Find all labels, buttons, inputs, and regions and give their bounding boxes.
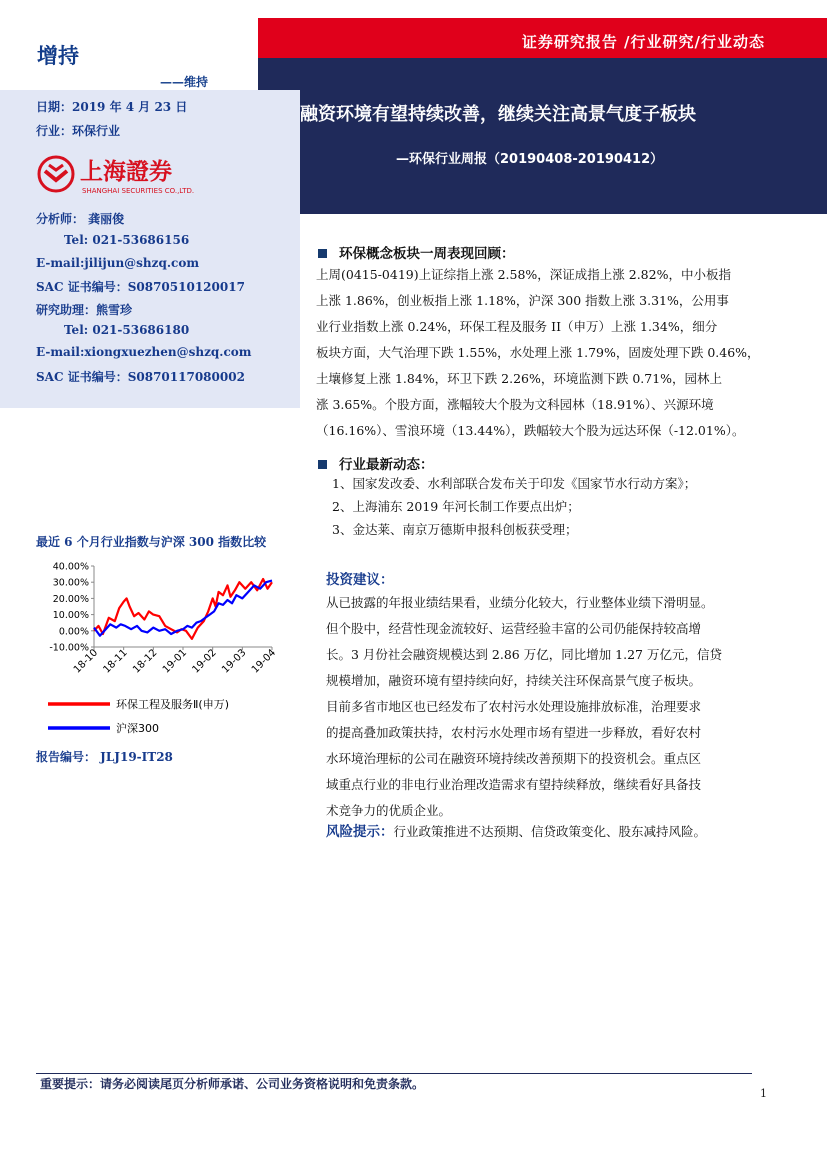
footer-divider bbox=[36, 1073, 752, 1074]
y-tick-label: -10.00% bbox=[49, 642, 89, 654]
x-tick-label: 19-02 bbox=[190, 647, 219, 676]
assistant-email: E-mail:xiongxuezhen@shzq.com bbox=[36, 345, 252, 359]
chart-title: 最近 6 个月行业指数与沪深 300 指数比较 bbox=[36, 535, 267, 549]
rating-label: 增持 bbox=[37, 44, 79, 68]
legend-label: 沪深300 bbox=[116, 722, 159, 735]
x-tick-label: 18-11 bbox=[101, 647, 130, 676]
invest-heading: 投资建议： bbox=[326, 572, 394, 588]
review-line: 业行业指数上涨 0.24%，环保工程及服务 II（申万）上涨 1.34%，细分 bbox=[316, 319, 718, 334]
invest-line: 但个股中，经营性现金流较好、运营经验丰富的公司仍能保持较高增 bbox=[326, 621, 702, 636]
risk-note bbox=[326, 820, 706, 840]
news-item: 3、金达莱、南京万德斯申报科创板获受理； bbox=[332, 522, 578, 537]
invest-line: 术竞争力的优质企业。 bbox=[326, 803, 452, 818]
x-tick-label: 18-10 bbox=[71, 647, 101, 676]
assistant-name: 研究助理：熊雪珍 bbox=[36, 303, 133, 317]
y-tick-label: 20.00% bbox=[52, 593, 89, 605]
report-number: 报告编号： JLJ19-IT28 bbox=[36, 750, 173, 764]
page-number: 1 bbox=[760, 1087, 767, 1100]
y-tick-label: 10.00% bbox=[52, 610, 89, 622]
shanghai-securities-logo bbox=[36, 150, 226, 198]
report-date: 日期：2019 年 4 月 23 日 bbox=[36, 100, 188, 114]
invest-line: 长。3 月份社会融资规模达到 2.86 万亿，同比增加 1.27 万亿元，信贷 bbox=[326, 647, 722, 662]
x-tick-label: 19-01 bbox=[160, 647, 190, 676]
report-subtitle: —环保行业周报（20190408-20190412） bbox=[396, 152, 664, 167]
assistant-sac: SAC 证书编号：S0870117080002 bbox=[36, 370, 245, 384]
report-title: 融资环境有望持续改善，继续关注高景气度子板块 bbox=[300, 104, 696, 125]
bullet-square-icon bbox=[318, 249, 327, 258]
company-logo bbox=[36, 150, 226, 202]
analyst-email: E-mail:jilijun@shzq.com bbox=[36, 256, 200, 270]
logo-chevron-small-icon bbox=[49, 165, 63, 170]
invest-line: 的提高叠加政策扶持，农村污水处理市场有望进一步释放，看好农村 bbox=[326, 725, 702, 740]
review-line: 板块方面，大气治理下跌 1.55%，水处理上涨 1.79%，固废处理下跌 0.46%， bbox=[316, 345, 760, 360]
logo-chevron-icon bbox=[45, 171, 67, 180]
review-paragraph bbox=[316, 262, 771, 444]
review-line: 涨 3.65%。个股方面，涨幅较大个股为文科园林（18.91%）、兴源环境 bbox=[316, 397, 714, 412]
invest-line: 域重点行业的非电行业治理改造需求有望持续释放，继续看好具备技 bbox=[326, 777, 702, 792]
review-line: 上周(0415-0419)上证综指上涨 2.58%，深证成指上涨 2.82%，中小板指 bbox=[316, 267, 731, 282]
title-banner bbox=[258, 58, 827, 214]
industry: 行业：环保行业 bbox=[36, 124, 121, 138]
review-line: （16.16%）、雪浪环境（13.44%），跌幅较大个股为远达环保（-12.01%）。 bbox=[316, 423, 745, 438]
logo-en-text: SHANGHAI SECURITIES CO.,LTD. bbox=[82, 187, 195, 195]
y-tick-label: 40.00% bbox=[52, 561, 89, 573]
x-tick-label: 18-12 bbox=[131, 647, 160, 676]
invest-line: 目前多省市地区也已经发布了农村污水处理设施排放标准，治理要求 bbox=[326, 699, 702, 714]
y-tick-label: 0.00% bbox=[58, 626, 89, 638]
rating-detail: ——维持 bbox=[160, 75, 209, 89]
news-item: 2、上海浦东 2019 年河长制工作要点出炉； bbox=[332, 499, 580, 514]
y-tick-label: 30.00% bbox=[52, 577, 89, 589]
footer-note: 重要提示：请务必阅读尾页分析师承诺、公司业务资格说明和免责条款。 bbox=[40, 1077, 425, 1091]
news-item: 1、国家发改委、水利部联合发布关于印发《国家节水行动方案》； bbox=[332, 476, 697, 491]
review-line: 土壤修复上涨 1.84%，环卫下跌 2.26%，环境监测下跌 0.71%，园林上 bbox=[316, 371, 723, 386]
x-tick-label: 19-04 bbox=[249, 647, 279, 676]
assistant-tel: Tel: 021-53686180 bbox=[64, 323, 190, 337]
review-line: 上涨 1.86%，创业板指上涨 1.18%，沪深 300 指数上涨 3.31%，公用事 bbox=[316, 293, 729, 308]
invest-line: 水环境治理标的公司在融资环境持续改善预期下的投资机会。重点区 bbox=[326, 751, 702, 766]
logo-cn-text: 上海證券 bbox=[80, 158, 172, 185]
news-heading: 行业最新动态： bbox=[318, 453, 434, 473]
review-heading: 环保概念板块一周表现回顾： bbox=[318, 242, 515, 262]
analyst-name: 分析师： 龚丽俊 bbox=[36, 212, 125, 226]
logo-ring-icon bbox=[39, 157, 73, 191]
x-tick-label: 19-03 bbox=[220, 647, 249, 676]
analyst-tel: Tel: 021-53686156 bbox=[64, 233, 190, 247]
invest-paragraph bbox=[326, 590, 766, 824]
analyst-sac: SAC 证书编号：S0870510120017 bbox=[36, 280, 245, 294]
risk-label: 风险提示： bbox=[326, 824, 394, 840]
bullet-square-icon bbox=[318, 460, 327, 469]
index-comparison-chart bbox=[36, 556, 286, 741]
legend-label: 环保工程及服务Ⅱ(申万) bbox=[116, 698, 229, 711]
report-type: 证券研究报告 /行业研究/行业动态 bbox=[521, 33, 765, 51]
risk-text: 行业政策推进不达预期、信贷政策变化、股东减持风险。 bbox=[393, 824, 707, 839]
invest-line: 规模增加，融资环境有望持续向好，持续关注环保高景气度子板块。 bbox=[326, 673, 702, 688]
invest-line: 从已披露的年报业绩结果看，业绩分化较大，行业整体业绩下滑明显。 bbox=[326, 595, 714, 610]
